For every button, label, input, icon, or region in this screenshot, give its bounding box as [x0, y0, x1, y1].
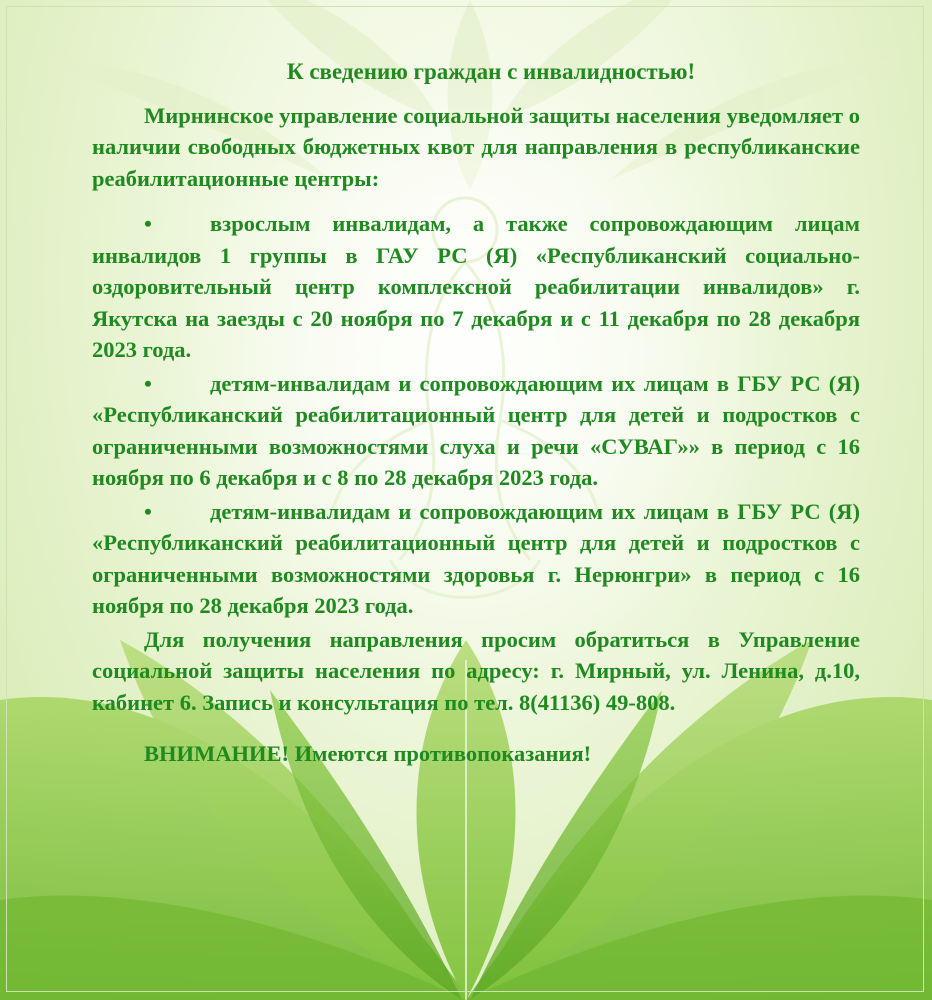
list-item — [92, 368, 860, 494]
list-item — [92, 208, 860, 366]
list-item — [92, 496, 860, 622]
list-item-text: детям-инвалидам и сопровождающим их лицам в ГБУ РС (Я) «Республиканский реабилитационный центр для детей и подростков с ограниченными возможностями слуха и речи «СУВАГ»» в период с 16 ноября по 6 декабря и с 8 по 28 декабря 2023 года. — [92, 370, 860, 490]
bullet-icon: • — [144, 498, 152, 524]
bullet-icon: • — [144, 370, 152, 396]
warning-text: ВНИМАНИЕ! Имеются противопоказания! — [144, 741, 592, 766]
intro-paragraph: Мирнинское управление социальной защиты населения уведомляет о наличии свободных бюджетных квот для направления в республиканские реабилитационные центры: — [92, 102, 860, 191]
contact-paragraph: Для получения направления просим обратиться в Управление социальной защиты населения по адресу: г. Мирный, ул. Ленина, д.10, кабинет 6. Запись и консультация по тел. 8(41136) 49-808. — [92, 626, 860, 715]
list-item-text: детям-инвалидам и сопровождающим их лицам в ГБУ РС (Я) «Республиканский реабилитационный центр для детей и подростков с ограниченными возможностями здоровья г. Нерюнгри» в период с 16 ноября по 28 декабря 2023 года. — [92, 498, 860, 618]
list-item-text: взрослым инвалидам, а также сопровождающим лицам инвалидов 1 группы в ГАУ РС (Я) «Республиканский социально-оздоровительный центр комплексной реабилитации инвалидов» г. Якутска на заезды с 20 ноября по 7 декабря и с 11 декабря по 28 декабря 2023 года. — [92, 211, 860, 362]
bullet-icon: • — [144, 211, 152, 236]
notice-content — [92, 56, 860, 770]
notice-title: К сведению граждан с инвалидностью! — [286, 59, 696, 84]
quota-list — [92, 208, 860, 622]
